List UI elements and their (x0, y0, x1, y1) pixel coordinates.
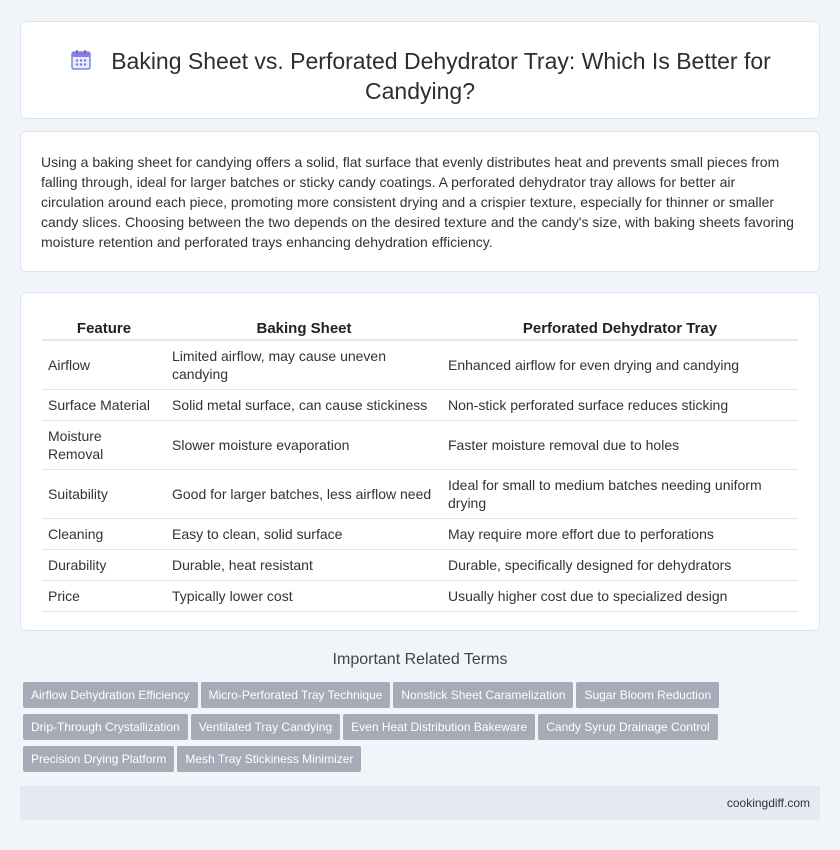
header-baking-sheet: Baking Sheet (166, 314, 442, 340)
page-title: Baking Sheet vs. Perforated Dehydrator Tray: Which Is Better for Candying? (111, 48, 771, 104)
comparison-card (20, 292, 820, 631)
dehydrator-tray-cell: Faster moisture removal due to holes (442, 420, 798, 469)
baking-sheet-cell: Easy to clean, solid surface (166, 518, 442, 549)
title-card (20, 21, 820, 119)
page-title-row (21, 22, 819, 106)
table-row (42, 389, 798, 420)
feature-cell: Price (42, 580, 166, 611)
baking-sheet-cell: Typically lower cost (166, 580, 442, 611)
related-terms-title: Important Related Terms (332, 651, 508, 668)
baking-sheet-cell: Durable, heat resistant (166, 549, 442, 580)
feature-cell: Cleaning (42, 518, 166, 549)
dehydrator-tray-cell: Durable, specifically designed for dehydrators (442, 549, 798, 580)
feature-cell: Durability (42, 549, 166, 580)
table-header-row (42, 314, 798, 340)
baking-sheet-cell: Good for larger batches, less airflow need (166, 469, 442, 518)
dehydrator-tray-cell: Usually higher cost due to specialized design (442, 580, 798, 611)
table-row (42, 518, 798, 549)
table-row (42, 420, 798, 469)
table-row (42, 549, 798, 580)
baking-sheet-cell: Solid metal surface, can cause stickiness (166, 389, 442, 420)
related-terms-list (23, 682, 823, 778)
header-dehydrator-tray: Perforated Dehydrator Tray (442, 314, 798, 340)
dehydrator-tray-cell: Enhanced airflow for even drying and candying (442, 340, 798, 389)
related-term-tag[interactable]: Drip-Through Crystallization (23, 714, 188, 740)
calendar-icon (69, 48, 93, 72)
feature-cell: Airflow (42, 340, 166, 389)
table-row (42, 580, 798, 611)
feature-cell: Moisture Removal (42, 420, 166, 469)
table-row (42, 340, 798, 389)
related-term-tag[interactable]: Nonstick Sheet Caramelization (393, 682, 573, 708)
dehydrator-tray-cell: Non-stick perforated surface reduces sticking (442, 389, 798, 420)
footer (20, 786, 820, 820)
baking-sheet-cell: Limited airflow, may cause uneven candying (166, 340, 442, 389)
feature-cell: Suitability (42, 469, 166, 518)
related-term-tag[interactable]: Ventilated Tray Candying (191, 714, 340, 740)
feature-cell: Surface Material (42, 389, 166, 420)
table-row (42, 469, 798, 518)
baking-sheet-cell: Slower moisture evaporation (166, 420, 442, 469)
related-term-tag[interactable]: Candy Syrup Drainage Control (538, 714, 717, 740)
related-term-tag[interactable]: Even Heat Distribution Bakeware (343, 714, 535, 740)
related-term-tag[interactable]: Airflow Dehydration Efficiency (23, 682, 198, 708)
intro-card (20, 131, 820, 272)
related-term-tag[interactable]: Micro-Perforated Tray Technique (201, 682, 391, 708)
related-term-tag[interactable]: Mesh Tray Stickiness Minimizer (177, 746, 361, 772)
header-feature: Feature (42, 314, 166, 340)
intro-paragraph: Using a baking sheet for candying offers a solid, flat surface that evenly distributes heat and prevents small pieces from falling through, ideal for larger batches or sticky candy coatings. A perforated dehydrator tray allows for better air circulation around each piece, promoting more consistent drying and a crispier texture, especially for thinner or smaller candy slices. Choosing between the two depends on the desired texture and the candy's size, with baking sheets favoring moisture retention and perforated trays enhancing dehydration efficiency. (41, 154, 794, 250)
comparison-table (42, 314, 798, 612)
related-term-tag[interactable]: Precision Drying Platform (23, 746, 174, 772)
dehydrator-tray-cell: Ideal for small to medium batches needing uniform drying (442, 469, 798, 518)
dehydrator-tray-cell: May require more effort due to perforations (442, 518, 798, 549)
related-term-tag[interactable]: Sugar Bloom Reduction (576, 682, 719, 708)
footer-site-link[interactable]: cookingdiff.com (726, 796, 810, 810)
